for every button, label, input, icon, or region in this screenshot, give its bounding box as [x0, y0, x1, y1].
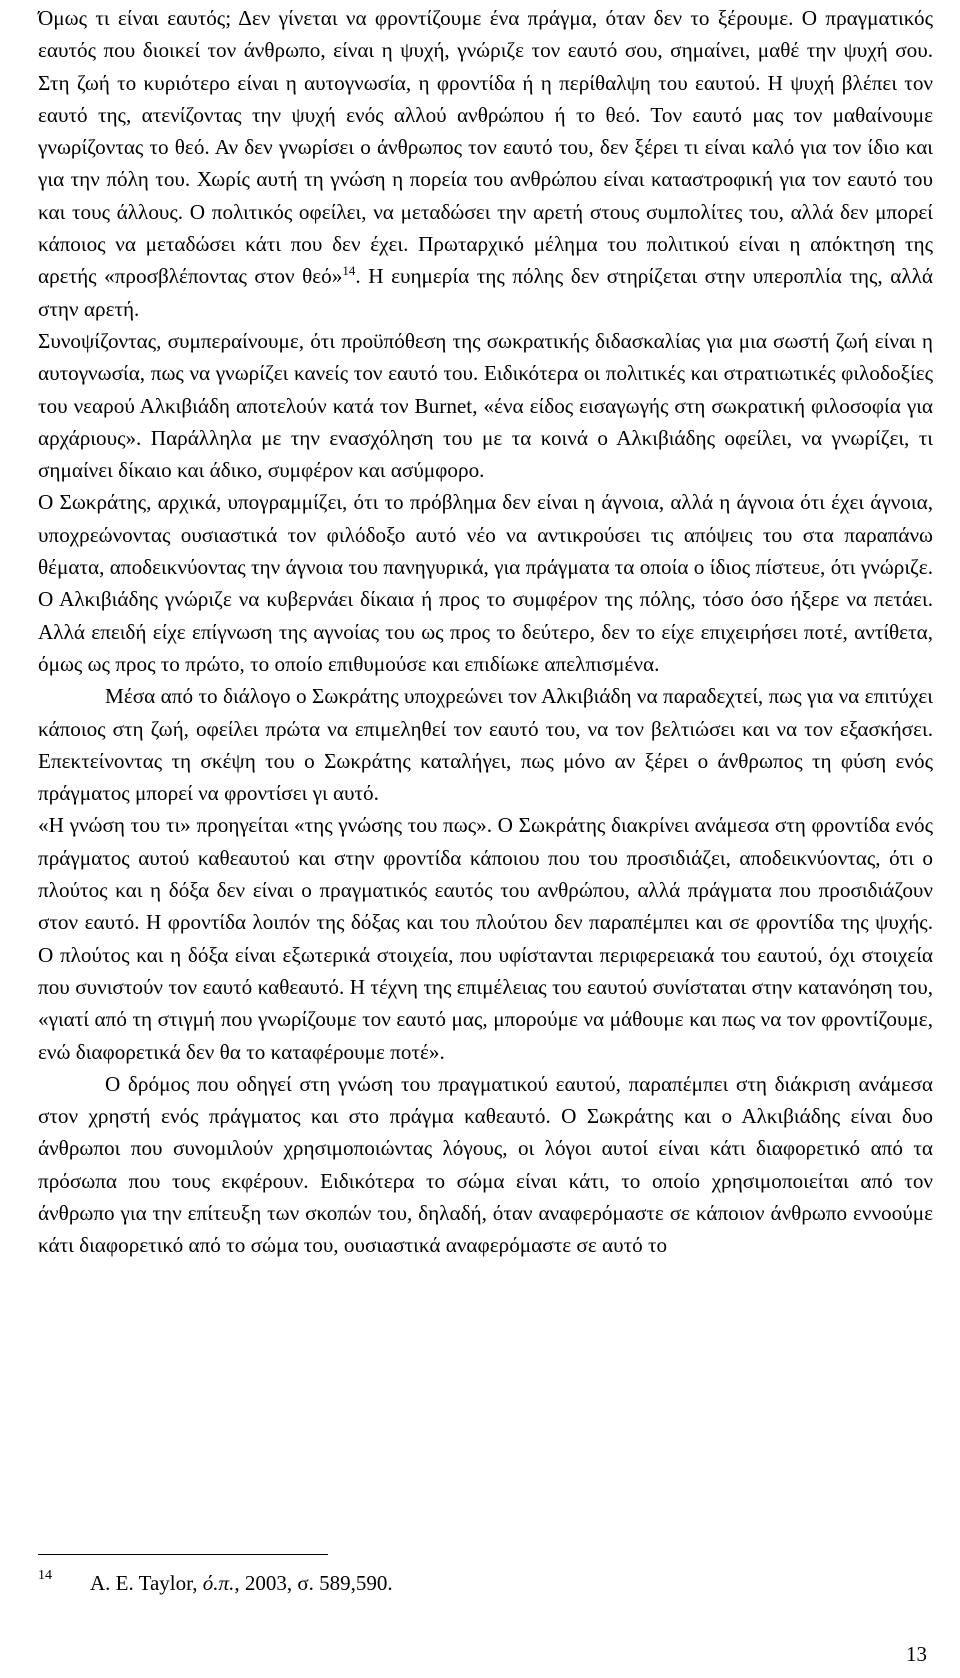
footnote-text — [90, 1570, 393, 1596]
paragraph-3: Ο Σωκράτης, αρχικά, υπογραμμίζει, ότι το πρόβλημα δεν είναι η άγνοια, αλλά η άγνοια ότι έχει άγνοια, υποχρεώνοντας ουσιαστικά τον φιλόδοξο αυτό νέο να αντικρούσει τις απόψεις του στα παραπάνω θέματα, αποδεικνύοντας την άγνοια του πανηγυρικά, για πράγματα τα οποία ο ίδιος πίστευε, ότι γνώριζε. Ο Αλκιβιάδης γνώριζε να κυβερνάει δίκαια ή προς το συμφέρον της πόλης, τόσο όσο ήξερε να πετάει. Αλλά επειδή είχε επίγνωση της αγνοίας του ως προς το δεύτερο, δεν το είχε επιχειρήσει ποτέ, αντίθετα, όμως ως προς το πρώτο, το οποίο επιθυμούσε και επιδίωκε απελπισμένα. — [38, 490, 933, 676]
paragraph-1-text-cont: . Η ευημερία της πόλης δεν στηρίζεται στην υπεροπλία της, αλλά στην αρετή. — [38, 264, 933, 321]
paragraph-6: Ο δρόμος που οδηγεί στη γνώση του πραγματικού εαυτού, παραπέμπει στη διάκριση ανάμεσα στον χρηστή ενός πράγματος και στο πράγμα καθεαυτό. Ο Σωκράτης και ο Αλκιβιάδης είναι δυο άνθρωποι που συνομιλούν χρησιμοποιώντας λόγους, οι λόγοι αυτοί είναι κάτι διαφορετικό από τα πρόσωπα που τους εκφέρουν. Ειδικότερα το σώμα είναι κάτι, το οποίο χρησιμοποιείται από τον άνθρωπο για την επίτευξη των σκοπών του, δηλαδή, όταν αναφερόμαστε σε κάποιον άνθρωπο εννοούμε κάτι διαφορετικό από το σώμα του, ουσιαστικά αναφερόμαστε σε αυτό το — [38, 1071, 933, 1258]
paragraph-4: Μέσα από το διάλογο ο Σωκράτης υποχρεώνει τον Αλκιβιάδη να παραδεχτεί, πως για να επιτύχει κάποιος στη ζωή, οφείλει πρώτα να επιμεληθεί τον εαυτό του, να τον βελτιώσει και να τον εξασκήσει. Επεκτείνοντας τη σκέψη του ο Σωκράτης καταλήγει, πως μόνο αν ξέρει ο άνθρωπος τη φύση ενός πράγματος μπορεί να φροντίσει γι αυτό. — [38, 684, 933, 806]
footnote-reference: 14 — [342, 263, 356, 279]
footnote-separator — [38, 1554, 328, 1555]
footnote-rest: , 2003, σ. 589,590. — [234, 1571, 393, 1595]
footnote-abbrev: ό.π. — [202, 1571, 235, 1595]
footnote-number: 14 — [38, 1568, 52, 1583]
body-text — [38, 2, 933, 1262]
paragraph-2: Συνοψίζοντας, συμπεραίνουμε, ότι προϋπόθεση της σωκρατικής διδασκαλίας για μια σωστή ζωή είναι η αυτογνωσία, πως να γνωρίζει κανείς τον εαυτό του. Ειδικότερα οι πολιτικές και στρατιωτικές φιλοδοξίες του νεαρού Αλκιβιάδη αποτελούν κατά τον Burnet, «ένα είδος εισαγωγής στη σωκρατική φιλοσοφία για αρχάριους». Παράλληλα με την ενασχόληση του με τα κοινά ο Αλκιβιάδης οφείλει, να γνωρίζει, τι σημαίνει δίκαιο και άδικο, συμφέρον και ασύμφορο. — [38, 328, 933, 483]
page-number: 13 — [906, 1642, 927, 1666]
paragraph-5: «Η γνώση του τι» προηγείται «της γνώσης του πως». Ο Σωκράτης διακρίνει ανάμεσα στη φροντίδα ενός πράγματος αυτού καθεαυτού και στην φροντίδα κάποιου που του προσιδιάζει, αποδεικνύοντας, ότι ο πλούτος και η δόξα δεν είναι ο πραγματικός εαυτός του ανθρώπου, αλλά πράγματα που προσιδιάζουν στον εαυτό. Η φροντίδα λοιπόν της δόξας και του πλούτου δεν παραπέμπει και σε φροντίδα της ψυχής. Ο πλούτος και η δόξα είναι εξωτερικά στοιχεία, που υφίστανται περιφερειακά του εαυτού, όχι στοιχεία που συνιστούν τον εαυτό καθεαυτό. Η τέχνη της επιμέλειας του εαυτού συνίσταται στην κατανόηση του, «γιατί από τη στιγμή που γνωρίζουμε τον εαυτό μας, μπορούμε να μάθουμε και πως να τον φροντίζουμε, ενώ διαφορετικά δεν θα το καταφέρουμε ποτέ». — [38, 813, 933, 1064]
paragraph-1 — [38, 2, 933, 325]
footnote-author: A. E. Taylor, — [90, 1571, 203, 1595]
paragraph-1-text: Όμως τι είναι εαυτός; Δεν γίνεται να φροντίζουμε ένα πράγμα, όταν δεν το ξέρουμε. Ο πραγματικός εαυτός που διοικεί τον άνθρωπο, είναι η ψυχή, γνώριζε τον εαυτό σου, σημαίνει, μαθέ την ψυχή σου. Στη ζωή το κυριότερο είναι η αυτογνωσία, η φροντίδα ή η περίθαλψη του εαυτού. Η ψυχή βλέπει τον εαυτό της, ατενίζοντας την ψυχή ενός αλλού ανθρώπου ή το θεό. Τον εαυτό μας τον μαθαίνουμε γνωρίζοντας το θεό. Αν δεν γνωρίσει ο άνθρωπος τον εαυτό του, δεν ξέρει τι είναι καλό για τον ίδιο και για την πόλη του. Χωρίς αυτή τη γνώση η πορεία του ανθρώπου είναι καταστροφική για τον εαυτό του και τους άλλους. Ο πολιτικός οφείλει, να μεταδώσει την αρετή στους συμπολίτες του, αλλά δεν μπορεί κάποιος να μεταδώσει κάτι που δεν έχει. Πρωταρχικό μέλημα του πολιτικού είναι η απόκτηση της αρετής «προσβλέποντας στον θεό» — [38, 6, 933, 289]
